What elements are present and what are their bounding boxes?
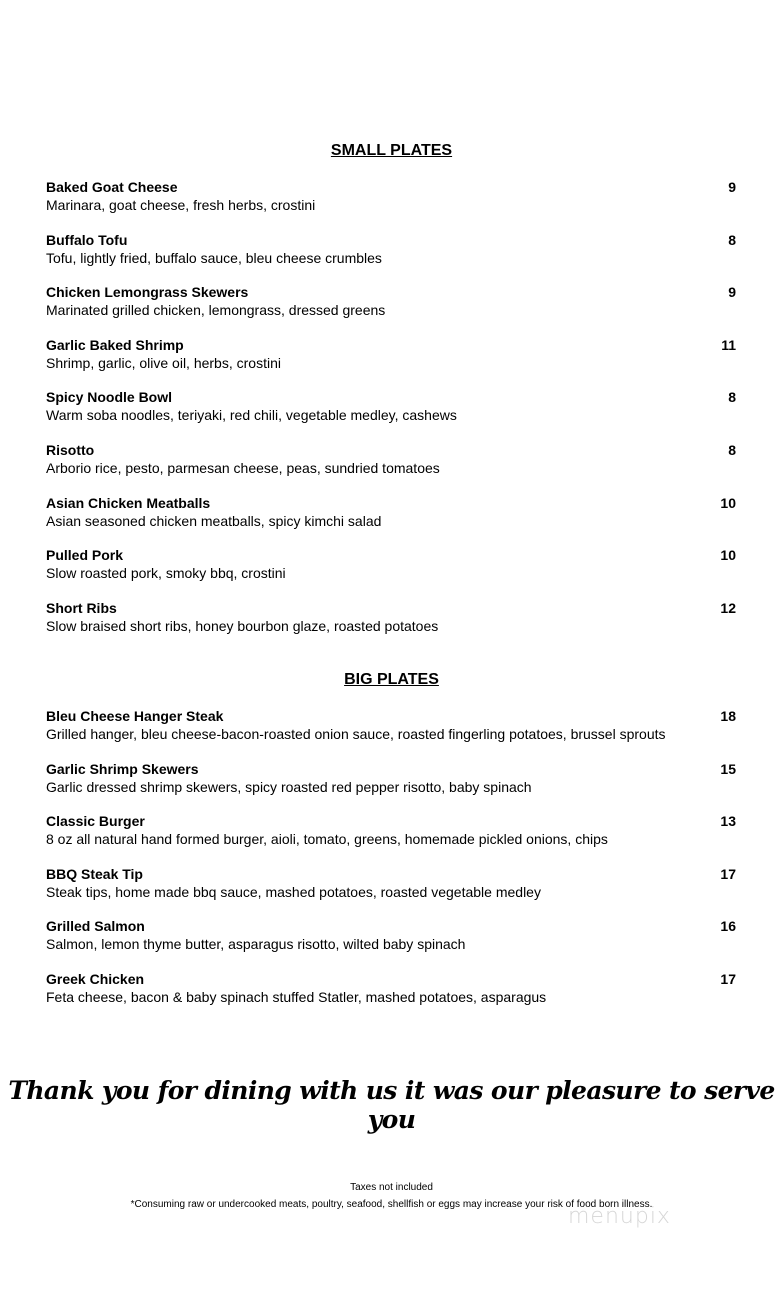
menu-item [46,865,736,918]
item-description: 8 oz all natural hand formed burger, aioli, tomato, greens, homemade pickled onions, chips [46,831,608,848]
big-plates-list [46,707,736,1023]
item-description: Shrimp, garlic, olive oil, herbs, crostini [46,354,281,371]
item-price: 12 [720,599,736,616]
item-description: Feta cheese, bacon & baby spinach stuffed Statler, mashed potatoes, asparagus [46,988,547,1005]
item-price: 8 [728,441,736,458]
menu-item [46,388,736,441]
item-description: Marinated grilled chicken, lemongrass, dressed greens [46,302,386,319]
item-name: Asian Chicken Meatballs [46,494,211,511]
menu-item [46,707,736,760]
item-price: 16 [720,918,736,935]
taxes-note: Taxes not included [350,1182,433,1193]
item-description: Garlic dressed shrimp skewers, spicy roasted red pepper risotto, baby spinach [46,778,532,795]
item-description: Tofu, lightly fried, buffalo sauce, bleu cheese crumbles [46,249,382,266]
menu-item [46,336,736,389]
menu-item [46,231,736,284]
item-price: 8 [728,389,736,406]
item-price: 17 [720,970,736,987]
item-name: Grilled Salmon [46,918,145,935]
item-name: Garlic Shrimp Skewers [46,760,199,777]
item-name: Baked Goat Cheese [46,179,178,195]
item-name: Pulled Pork [46,547,124,564]
item-description: Arborio rice, pesto, parmesan cheese, peas, sundried tomatoes [46,459,440,476]
item-price: 9 [728,179,736,195]
menu-item [46,812,736,865]
menu-item [46,599,736,652]
item-description: Grilled hanger, bleu cheese-bacon-roasted onion sauce, roasted fingerling potatoes, brussel sprouts [46,726,666,742]
item-name: Risotto [46,441,95,458]
item-name: Chicken Lemongrass Skewers [46,284,249,301]
item-price: 10 [720,547,736,564]
menu-item [46,546,736,599]
item-description: Asian seasoned chicken meatballs, spicy kimchi salad [46,512,382,529]
thank-you-message: Thank you for dining with us it was our pleasure to serve you [8,1076,775,1134]
small-plates-title: SMALL PLATES [330,142,453,159]
food-safety-warning: *Consuming raw or undercooked meats, poultry, seafood, shellfish or eggs may increase your risk of food born illness. [130,1199,653,1210]
small-plates-list [46,178,736,651]
menu-item [46,494,736,547]
item-price: 18 [720,708,736,724]
menupix-watermark: menupix [568,1204,671,1229]
item-price: 10 [720,494,736,511]
item-name: Bleu Cheese Hanger Steak [46,708,224,724]
menu-item [46,760,736,813]
menu-item [46,283,736,336]
menu-item [46,970,736,1023]
item-price: 17 [720,865,736,882]
item-price: 11 [721,336,736,353]
item-name: Spicy Noodle Bowl [46,389,173,406]
item-price: 15 [720,760,736,777]
menu-item [46,441,736,494]
item-description: Slow roasted pork, smoky bbq, crostini [46,565,286,582]
menu-item [46,917,736,970]
big-plates-title: BIG PLATES [344,671,439,688]
item-name: Classic Burger [46,813,145,830]
item-name: Greek Chicken [46,970,145,987]
item-description: Steak tips, home made bbq sauce, mashed potatoes, roasted vegetable medley [46,883,541,900]
item-name: BBQ Steak Tip [46,865,143,882]
item-name: Buffalo Tofu [46,231,128,248]
item-name: Short Ribs [46,599,117,616]
item-price: 9 [728,284,736,301]
item-description: Slow braised short ribs, honey bourbon glaze, roasted potatoes [46,617,439,634]
item-description: Salmon, lemon thyme butter, asparagus risotto, wilted baby spinach [46,936,466,953]
item-price: 8 [728,231,736,248]
item-name: Garlic Baked Shrimp [46,336,184,353]
item-description: Marinara, goat cheese, fresh herbs, crostini [46,197,316,213]
item-price: 13 [720,813,736,830]
item-description: Warm soba noodles, teriyaki, red chili, vegetable medley, cashews [46,407,457,424]
menu-item [46,178,736,231]
